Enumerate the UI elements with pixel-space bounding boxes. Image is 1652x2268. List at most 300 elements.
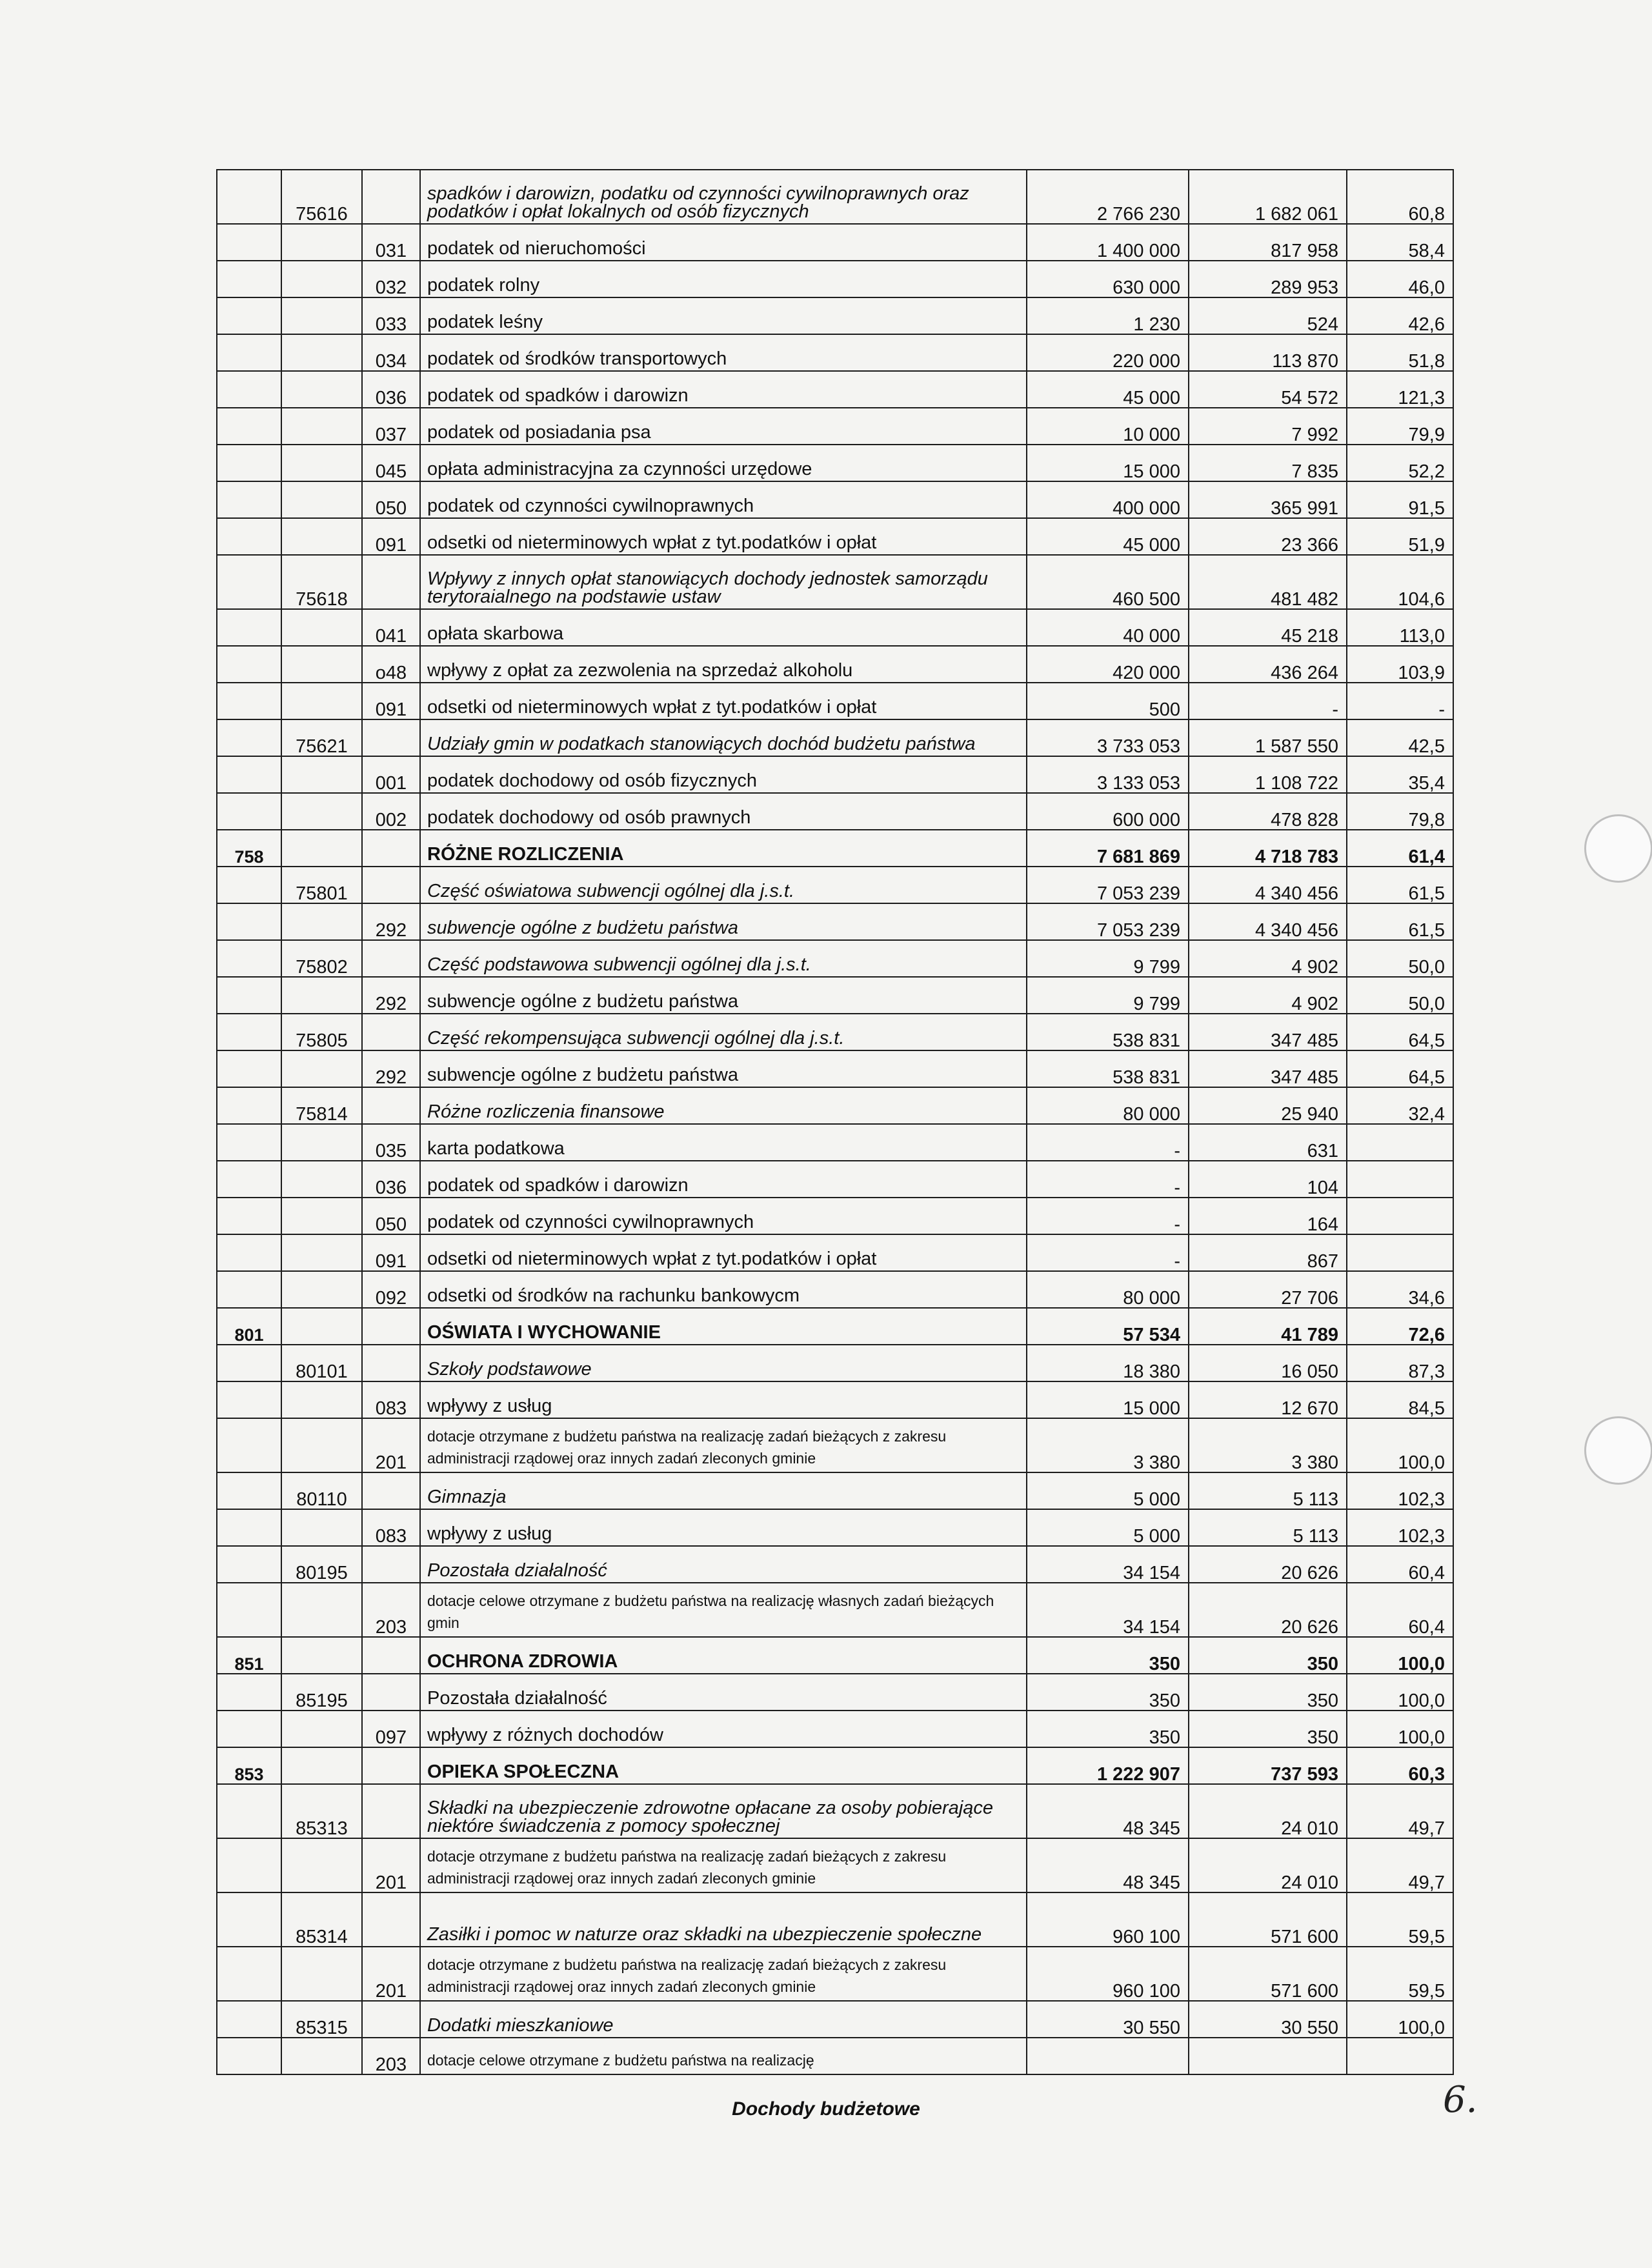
dzial-code-cell — [217, 445, 281, 481]
percent-value-cell: 46,0 — [1347, 261, 1453, 297]
dzial-code-cell — [217, 1345, 281, 1381]
plan-value-cell: 40 000 — [1027, 609, 1189, 646]
dzial-code-cell — [217, 334, 281, 371]
table-row — [217, 518, 1453, 555]
plan-value-cell: 3 733 053 — [1027, 719, 1189, 756]
percent-value-cell: 79,9 — [1347, 408, 1453, 445]
description-cell: podatek od spadków i darowizn — [420, 1161, 1027, 1198]
rozdzial-code-cell — [281, 830, 362, 867]
execution-value-cell: 23 366 — [1189, 518, 1347, 555]
paragraf-code-cell — [362, 1784, 420, 1838]
paragraf-code-cell: 041 — [362, 609, 420, 646]
plan-value-cell: 48 345 — [1027, 1838, 1189, 1892]
description-cell: dotacje celowe otrzymane z budżetu państwa na realizację — [420, 2038, 1027, 2074]
execution-value-cell: 350 — [1189, 1711, 1347, 1747]
rozdzial-code-cell — [281, 261, 362, 297]
rozdzial-code-cell: 85195 — [281, 1674, 362, 1711]
dzial-code-cell — [217, 1124, 281, 1161]
table-row — [217, 903, 1453, 940]
dzial-code-cell — [217, 1784, 281, 1838]
execution-value-cell: 350 — [1189, 1637, 1347, 1674]
percent-value-cell: 51,8 — [1347, 334, 1453, 371]
paragraf-code-cell: 201 — [362, 1418, 420, 1472]
rozdzial-code-cell — [281, 1161, 362, 1198]
rozdzial-code-cell: 75802 — [281, 940, 362, 977]
page-number: 6. — [1443, 2079, 1478, 2121]
dzial-code-cell: 801 — [217, 1308, 281, 1345]
dzial-code-cell — [217, 1087, 281, 1124]
dzial-code-cell — [217, 977, 281, 1014]
table-row — [217, 1271, 1453, 1308]
paragraf-code-cell: 292 — [362, 1050, 420, 1087]
execution-value-cell: 571 600 — [1189, 1947, 1347, 2001]
rozdzial-code-cell — [281, 1050, 362, 1087]
rozdzial-code-cell — [281, 297, 362, 334]
description-cell: Składki na ubezpieczenie zdrowotne opłacane za osoby pobierające niektóre świadczenia z pomocy społecznej — [420, 1784, 1027, 1838]
description-cell: podatek dochodowy od osób prawnych — [420, 793, 1027, 830]
percent-value-cell: 79,8 — [1347, 793, 1453, 830]
rozdzial-code-cell — [281, 1947, 362, 2001]
percent-value-cell: 58,4 — [1347, 224, 1453, 261]
rozdzial-code-cell — [281, 977, 362, 1014]
execution-value-cell: 30 550 — [1189, 2001, 1347, 2038]
description-cell: wpływy z różnych dochodów — [420, 1711, 1027, 1747]
table-row — [217, 1472, 1453, 1509]
percent-value-cell: 100,0 — [1347, 1711, 1453, 1747]
table-row — [217, 683, 1453, 719]
rozdzial-code-cell — [281, 518, 362, 555]
percent-value-cell: 61,4 — [1347, 830, 1453, 867]
description-cell: odsetki od nieterminowych wpłat z tyt.podatków i opłat — [420, 518, 1027, 555]
percent-value-cell — [1347, 1124, 1453, 1161]
plan-value-cell: 1 222 907 — [1027, 1747, 1189, 1784]
punch-hole-top — [1584, 814, 1652, 883]
dzial-code-cell — [217, 940, 281, 977]
percent-value-cell: 100,0 — [1347, 1418, 1453, 1472]
execution-value-cell: 104 — [1189, 1161, 1347, 1198]
plan-value-cell: 1 400 000 — [1027, 224, 1189, 261]
execution-value-cell: 1 682 061 — [1189, 170, 1347, 224]
rozdzial-code-cell — [281, 793, 362, 830]
rozdzial-code-cell — [281, 1271, 362, 1308]
table-row — [217, 1381, 1453, 1418]
table-row — [217, 756, 1453, 793]
dzial-code-cell — [217, 719, 281, 756]
dzial-code-cell — [217, 408, 281, 445]
dzial-code-cell: 851 — [217, 1637, 281, 1674]
dzial-code-cell — [217, 756, 281, 793]
percent-value-cell: 52,2 — [1347, 445, 1453, 481]
percent-value-cell: 100,0 — [1347, 2001, 1453, 2038]
paragraf-code-cell: 097 — [362, 1711, 420, 1747]
paragraf-code-cell: 091 — [362, 683, 420, 719]
description-cell: odsetki od nieterminowych wpłat z tyt.podatków i opłat — [420, 1234, 1027, 1271]
paragraf-code-cell: o48 — [362, 646, 420, 683]
execution-value-cell: 289 953 — [1189, 261, 1347, 297]
plan-value-cell: 45 000 — [1027, 518, 1189, 555]
paragraf-code-cell — [362, 940, 420, 977]
dzial-code-cell: 853 — [217, 1747, 281, 1784]
dzial-code-cell — [217, 1674, 281, 1711]
execution-value-cell: 4 340 456 — [1189, 903, 1347, 940]
execution-value-cell: 27 706 — [1189, 1271, 1347, 1308]
paragraf-code-cell: 001 — [362, 756, 420, 793]
paragraf-code-cell: 036 — [362, 1161, 420, 1198]
execution-value-cell: 817 958 — [1189, 224, 1347, 261]
execution-value-cell: 1 108 722 — [1189, 756, 1347, 793]
execution-value-cell: 20 626 — [1189, 1546, 1347, 1583]
description-cell: Różne rozliczenia finansowe — [420, 1087, 1027, 1124]
plan-value-cell: 500 — [1027, 683, 1189, 719]
paragraf-code-cell — [362, 1014, 420, 1050]
rozdzial-code-cell: 75805 — [281, 1014, 362, 1050]
table-row — [217, 1234, 1453, 1271]
execution-value-cell: 164 — [1189, 1198, 1347, 1234]
plan-value-cell: 3 380 — [1027, 1418, 1189, 1472]
description-cell: subwencje ogólne z budżetu państwa — [420, 1050, 1027, 1087]
plan-value-cell: 630 000 — [1027, 261, 1189, 297]
dzial-code-cell — [217, 555, 281, 609]
description-cell: Część oświatowa subwencji ogólnej dla j.s.t. — [420, 867, 1027, 903]
percent-value-cell: 100,0 — [1347, 1674, 1453, 1711]
description-cell: podatek od środków transportowych — [420, 334, 1027, 371]
rozdzial-code-cell: 80110 — [281, 1472, 362, 1509]
paragraf-code-cell: 203 — [362, 2038, 420, 2074]
rozdzial-code-cell — [281, 334, 362, 371]
percent-value-cell: 59,5 — [1347, 1892, 1453, 1947]
execution-value-cell: 16 050 — [1189, 1345, 1347, 1381]
description-cell: subwencje ogólne z budżetu państwa — [420, 903, 1027, 940]
rozdzial-code-cell — [281, 903, 362, 940]
paragraf-code-cell: 201 — [362, 1947, 420, 2001]
percent-value-cell — [1347, 2038, 1453, 2074]
plan-value-cell: 5 000 — [1027, 1472, 1189, 1509]
rozdzial-code-cell: 85313 — [281, 1784, 362, 1838]
rozdzial-code-cell — [281, 408, 362, 445]
dzial-code-cell — [217, 1892, 281, 1947]
dzial-code-cell — [217, 1472, 281, 1509]
plan-value-cell: 460 500 — [1027, 555, 1189, 609]
percent-value-cell: 60,4 — [1347, 1583, 1453, 1637]
table-row — [217, 224, 1453, 261]
dzial-code-cell — [217, 1198, 281, 1234]
plan-value-cell: 538 831 — [1027, 1014, 1189, 1050]
execution-value-cell: 867 — [1189, 1234, 1347, 1271]
execution-value-cell: 481 482 — [1189, 555, 1347, 609]
percent-value-cell: 60,3 — [1347, 1747, 1453, 1784]
table-row — [217, 1838, 1453, 1892]
paragraf-code-cell: 032 — [362, 261, 420, 297]
plan-value-cell: 538 831 — [1027, 1050, 1189, 1087]
paragraf-code-cell — [362, 1546, 420, 1583]
percent-value-cell: 49,7 — [1347, 1784, 1453, 1838]
rozdzial-code-cell — [281, 683, 362, 719]
table-row — [217, 1308, 1453, 1345]
table-row — [217, 940, 1453, 977]
percent-value-cell: 60,4 — [1347, 1546, 1453, 1583]
description-cell: Zasiłki i pomoc w naturze oraz składki na ubezpieczenie społeczne — [420, 1892, 1027, 1947]
rozdzial-code-cell — [281, 1418, 362, 1472]
plan-value-cell: 30 550 — [1027, 2001, 1189, 2038]
plan-value-cell: 15 000 — [1027, 1381, 1189, 1418]
dzial-code-cell — [217, 1271, 281, 1308]
execution-value-cell: 45 218 — [1189, 609, 1347, 646]
percent-value-cell: 72,6 — [1347, 1308, 1453, 1345]
dzial-code-cell — [217, 1838, 281, 1892]
table-row — [217, 408, 1453, 445]
table-row — [217, 481, 1453, 518]
paragraf-code-cell — [362, 830, 420, 867]
execution-value-cell: 54 572 — [1189, 371, 1347, 408]
description-cell: wpływy z usług — [420, 1381, 1027, 1418]
dzial-code-cell — [217, 261, 281, 297]
rozdzial-code-cell — [281, 609, 362, 646]
dzial-code-cell: 758 — [217, 830, 281, 867]
rozdzial-code-cell: 75616 — [281, 170, 362, 224]
description-cell: dotacje otrzymane z budżetu państwa na realizację zadań bieżących z zakresu administracji rządowej oraz innych zadań zleconych gminie — [420, 1418, 1027, 1472]
dzial-code-cell — [217, 609, 281, 646]
percent-value-cell: 64,5 — [1347, 1050, 1453, 1087]
rozdzial-code-cell — [281, 1234, 362, 1271]
description-cell: Wpływy z innych opłat stanowiących dochody jednostek samorządu terytoraialnego na podstawie ustaw — [420, 555, 1027, 609]
percent-value-cell: 42,6 — [1347, 297, 1453, 334]
table-row — [217, 371, 1453, 408]
description-cell: Pozostała działalność — [420, 1546, 1027, 1583]
table-row — [217, 1947, 1453, 2001]
table-row — [217, 1674, 1453, 1711]
plan-value-cell: 400 000 — [1027, 481, 1189, 518]
rozdzial-code-cell — [281, 224, 362, 261]
execution-value-cell: 631 — [1189, 1124, 1347, 1161]
percent-value-cell: 61,5 — [1347, 903, 1453, 940]
dzial-code-cell — [217, 903, 281, 940]
rozdzial-code-cell: 75814 — [281, 1087, 362, 1124]
execution-value-cell: 20 626 — [1189, 1583, 1347, 1637]
execution-value-cell: 7 992 — [1189, 408, 1347, 445]
rozdzial-code-cell: 80195 — [281, 1546, 362, 1583]
table-row — [217, 1161, 1453, 1198]
table-row — [217, 1711, 1453, 1747]
table-row — [217, 297, 1453, 334]
execution-value-cell: 737 593 — [1189, 1747, 1347, 1784]
description-cell: Pozostała działalność — [420, 1674, 1027, 1711]
plan-value-cell: 420 000 — [1027, 646, 1189, 683]
plan-value-cell: 10 000 — [1027, 408, 1189, 445]
dzial-code-cell — [217, 646, 281, 683]
description-cell: Część rekompensująca subwencji ogólnej dla j.s.t. — [420, 1014, 1027, 1050]
dzial-code-cell — [217, 170, 281, 224]
execution-value-cell: 478 828 — [1189, 793, 1347, 830]
plan-value-cell: 220 000 — [1027, 334, 1189, 371]
plan-value-cell: 48 345 — [1027, 1784, 1189, 1838]
execution-value-cell: 25 940 — [1189, 1087, 1347, 1124]
paragraf-code-cell: 002 — [362, 793, 420, 830]
percent-value-cell: 102,3 — [1347, 1472, 1453, 1509]
plan-value-cell: - — [1027, 1234, 1189, 1271]
paragraf-code-cell — [362, 2001, 420, 2038]
punch-hole-bottom — [1584, 1416, 1652, 1485]
paragraf-code-cell: 045 — [362, 445, 420, 481]
percent-value-cell: 49,7 — [1347, 1838, 1453, 1892]
table-row — [217, 555, 1453, 609]
percent-value-cell: 64,5 — [1347, 1014, 1453, 1050]
description-cell: dotacje otrzymane z budżetu państwa na realizację zadań bieżących z zakresu administracji rządowej oraz innych zadań zleconych gminie — [420, 1947, 1027, 2001]
table-row — [217, 1546, 1453, 1583]
percent-value-cell: 91,5 — [1347, 481, 1453, 518]
paragraf-code-cell — [362, 1345, 420, 1381]
paragraf-code-cell: 203 — [362, 1583, 420, 1637]
percent-value-cell: 121,3 — [1347, 371, 1453, 408]
execution-value-cell: - — [1189, 683, 1347, 719]
paragraf-code-cell — [362, 1087, 420, 1124]
dzial-code-cell — [217, 1546, 281, 1583]
plan-value-cell: 80 000 — [1027, 1271, 1189, 1308]
rozdzial-code-cell — [281, 481, 362, 518]
dzial-code-cell — [217, 1014, 281, 1050]
paragraf-code-cell — [362, 719, 420, 756]
dzial-code-cell — [217, 2001, 281, 2038]
dzial-code-cell — [217, 1418, 281, 1472]
percent-value-cell: 113,0 — [1347, 609, 1453, 646]
paragraf-code-cell: 091 — [362, 1234, 420, 1271]
paragraf-code-cell: 036 — [362, 371, 420, 408]
percent-value-cell: 61,5 — [1347, 867, 1453, 903]
paragraf-code-cell — [362, 1747, 420, 1784]
execution-value-cell: 571 600 — [1189, 1892, 1347, 1947]
execution-value-cell: 347 485 — [1189, 1050, 1347, 1087]
table-row — [217, 1509, 1453, 1546]
plan-value-cell: - — [1027, 1124, 1189, 1161]
table-row — [217, 170, 1453, 224]
plan-value-cell — [1027, 2038, 1189, 2074]
paragraf-code-cell: 033 — [362, 297, 420, 334]
plan-value-cell: 960 100 — [1027, 1947, 1189, 2001]
execution-value-cell: 5 113 — [1189, 1472, 1347, 1509]
plan-value-cell: 15 000 — [1027, 445, 1189, 481]
table-row — [217, 1198, 1453, 1234]
paragraf-code-cell — [362, 867, 420, 903]
percent-value-cell: 103,9 — [1347, 646, 1453, 683]
paragraf-code-cell: 050 — [362, 481, 420, 518]
rozdzial-code-cell — [281, 1711, 362, 1747]
dzial-code-cell — [217, 1050, 281, 1087]
paragraf-code-cell — [362, 1892, 420, 1947]
description-cell: opłata skarbowa — [420, 609, 1027, 646]
execution-value-cell: 7 835 — [1189, 445, 1347, 481]
table-row — [217, 609, 1453, 646]
execution-value-cell: 113 870 — [1189, 334, 1347, 371]
paragraf-code-cell: 037 — [362, 408, 420, 445]
table-body — [217, 170, 1453, 2074]
plan-value-cell: 1 230 — [1027, 297, 1189, 334]
percent-value-cell: 50,0 — [1347, 977, 1453, 1014]
percent-value-cell: - — [1347, 683, 1453, 719]
percent-value-cell: 102,3 — [1347, 1509, 1453, 1546]
description-cell: podatek dochodowy od osób fizycznych — [420, 756, 1027, 793]
dzial-code-cell — [217, 2038, 281, 2074]
paragraf-code-cell — [362, 1637, 420, 1674]
description-cell: podatek leśny — [420, 297, 1027, 334]
description-cell: dotacje otrzymane z budżetu państwa na realizację zadań bieżących z zakresu administracji rządowej oraz innych zadań zleconych gminie — [420, 1838, 1027, 1892]
table-row — [217, 1124, 1453, 1161]
percent-value-cell: 42,5 — [1347, 719, 1453, 756]
percent-value-cell: 35,4 — [1347, 756, 1453, 793]
rozdzial-code-cell: 75621 — [281, 719, 362, 756]
plan-value-cell: 34 154 — [1027, 1546, 1189, 1583]
plan-value-cell: - — [1027, 1198, 1189, 1234]
dzial-code-cell — [217, 1509, 281, 1546]
table-row — [217, 1892, 1453, 1947]
table-row — [217, 719, 1453, 756]
dzial-code-cell — [217, 1161, 281, 1198]
description-cell: OCHRONA ZDROWIA — [420, 1637, 1027, 1674]
plan-value-cell: 18 380 — [1027, 1345, 1189, 1381]
execution-value-cell: 5 113 — [1189, 1509, 1347, 1546]
table-row — [217, 445, 1453, 481]
dzial-code-cell — [217, 793, 281, 830]
percent-value-cell: 60,8 — [1347, 170, 1453, 224]
description-cell: podatek od nieruchomości — [420, 224, 1027, 261]
table-row — [217, 1747, 1453, 1784]
dzial-code-cell — [217, 867, 281, 903]
dzial-code-cell — [217, 224, 281, 261]
table-row — [217, 1637, 1453, 1674]
rozdzial-code-cell: 85314 — [281, 1892, 362, 1947]
paragraf-code-cell: 083 — [362, 1381, 420, 1418]
plan-value-cell: 7 053 239 — [1027, 867, 1189, 903]
description-cell: Gimnazja — [420, 1472, 1027, 1509]
rozdzial-code-cell — [281, 1124, 362, 1161]
table-row — [217, 1345, 1453, 1381]
plan-value-cell: 350 — [1027, 1674, 1189, 1711]
plan-value-cell: 5 000 — [1027, 1509, 1189, 1546]
rozdzial-code-cell — [281, 1308, 362, 1345]
dzial-code-cell — [217, 481, 281, 518]
plan-value-cell: 45 000 — [1027, 371, 1189, 408]
description-cell: wpływy z usług — [420, 1509, 1027, 1546]
rozdzial-code-cell: 75618 — [281, 555, 362, 609]
description-cell: opłata administracyjna za czynności urzędowe — [420, 445, 1027, 481]
execution-value-cell — [1189, 2038, 1347, 2074]
table-row — [217, 334, 1453, 371]
description-cell: podatek od posiadania psa — [420, 408, 1027, 445]
description-cell: Dodatki mieszkaniowe — [420, 2001, 1027, 2038]
description-cell: subwencje ogólne z budżetu państwa — [420, 977, 1027, 1014]
execution-value-cell: 4 718 783 — [1189, 830, 1347, 867]
table-row — [217, 977, 1453, 1014]
plan-value-cell: 960 100 — [1027, 1892, 1189, 1947]
dzial-code-cell — [217, 297, 281, 334]
dzial-code-cell — [217, 1711, 281, 1747]
paragraf-code-cell: 034 — [362, 334, 420, 371]
table-row — [217, 261, 1453, 297]
table-row — [217, 1784, 1453, 1838]
dzial-code-cell — [217, 518, 281, 555]
percent-value-cell: 104,6 — [1347, 555, 1453, 609]
plan-value-cell: 350 — [1027, 1637, 1189, 1674]
execution-value-cell: 524 — [1189, 297, 1347, 334]
plan-value-cell: 9 799 — [1027, 977, 1189, 1014]
table-row — [217, 1087, 1453, 1124]
rozdzial-code-cell: 80101 — [281, 1345, 362, 1381]
description-cell: OPIEKA SPOŁECZNA — [420, 1747, 1027, 1784]
execution-value-cell: 365 991 — [1189, 481, 1347, 518]
paragraf-code-cell — [362, 1472, 420, 1509]
execution-value-cell: 24 010 — [1189, 1838, 1347, 1892]
execution-value-cell: 4 340 456 — [1189, 867, 1347, 903]
paragraf-code-cell — [362, 170, 420, 224]
percent-value-cell: 100,0 — [1347, 1637, 1453, 1674]
